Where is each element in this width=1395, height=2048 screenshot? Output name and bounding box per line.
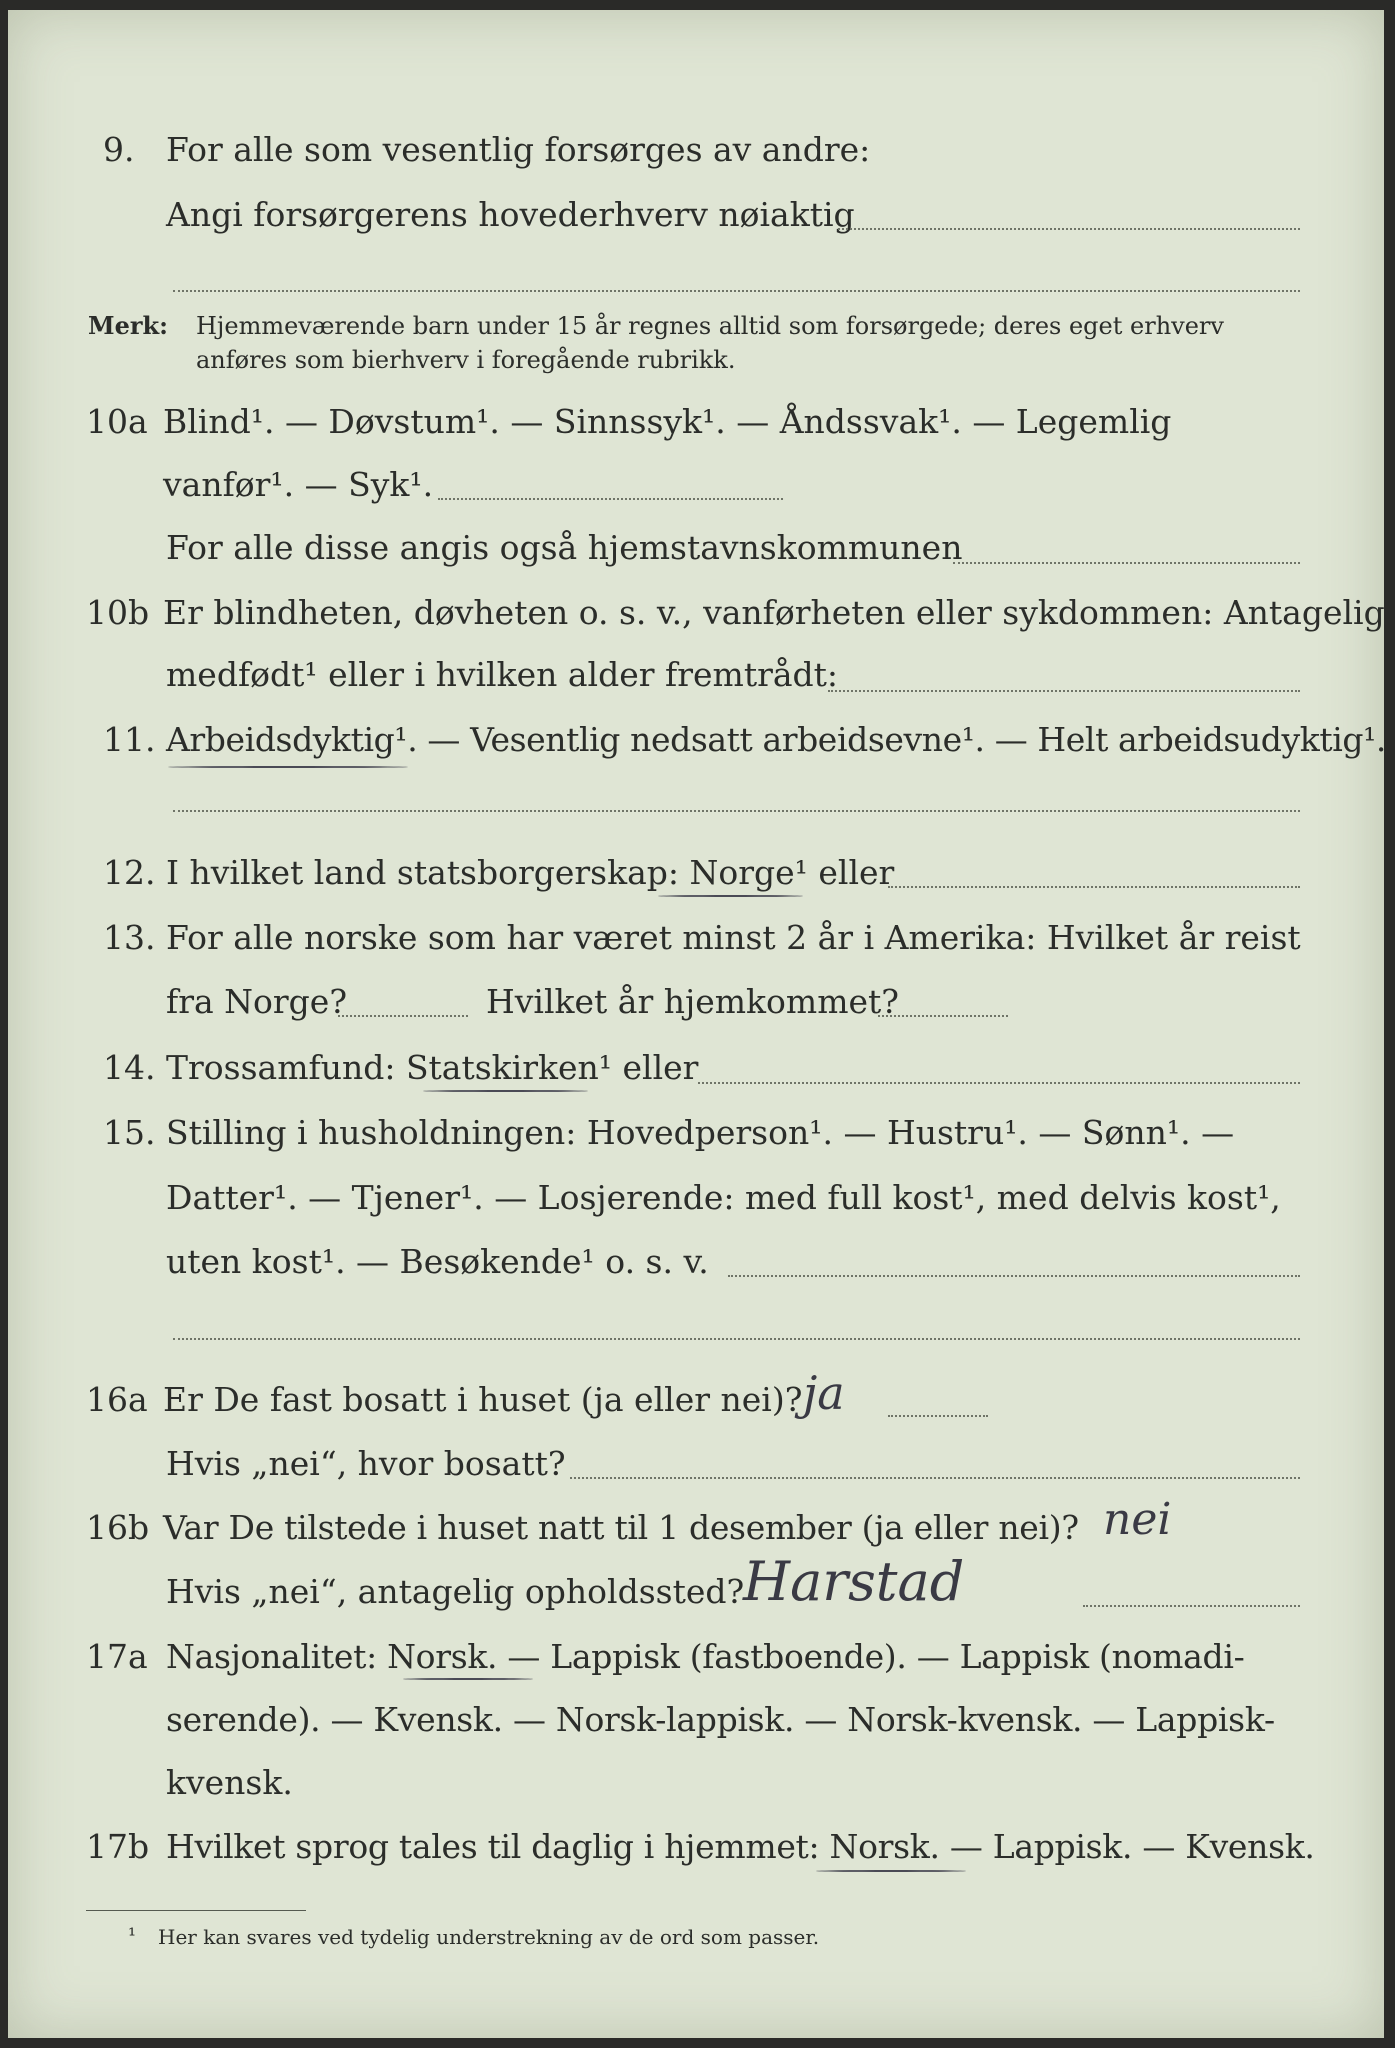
q16b-answer-handwritten[interactable]: nei — [1103, 1494, 1172, 1545]
merk-line2: anføres som bierhverv i foregående rubrikk. — [196, 346, 736, 374]
q13-line2: fra Norge? — [166, 982, 348, 1021]
q16a-fill[interactable] — [888, 1415, 988, 1417]
q10a-line1: Blind¹. — Døvstum¹. — Sinnssyk¹. — Åndssvak¹. — Legemlig — [163, 402, 1172, 441]
q17a-line1: Nasjonalitet: Norsk. — Lappisk (fastboende). — Lappisk (nomadi- — [166, 1637, 1245, 1676]
q16a-number: 16a — [86, 1380, 148, 1419]
census-form-page — [8, 10, 1387, 2038]
q13-line1: For alle norske som har været minst 2 år i Amerika: Hvilket år reist — [166, 918, 1301, 957]
q13-reist-fill[interactable] — [338, 1015, 468, 1017]
q15-line1: Stilling i husholdningen: Hovedperson¹. — Hustru¹. — Sønn¹. — — [166, 1113, 1235, 1152]
q9-fill-line[interactable] — [838, 228, 1300, 230]
q10a-line3: For alle disse angis også hjemstavnskommunen — [166, 528, 963, 567]
q15-fill-line[interactable] — [173, 1338, 1300, 1340]
q10a-line2: vanfør¹. — Syk¹. — [163, 465, 434, 504]
q15-line3: uten kost¹. — Besøkende¹ o. s. v. — [166, 1242, 709, 1281]
q17b-line1: Hvilket sprog tales til daglig i hjemmet: Norsk. — Lappisk. — Kvensk. — [166, 1827, 1315, 1866]
q16a-line2: Hvis „nei“, hvor bosatt? — [166, 1444, 566, 1483]
q17a-underline-mark — [403, 1678, 533, 1680]
q10a-kommune-fill[interactable] — [953, 562, 1300, 564]
q11-line1: Arbeidsdyktig¹. — Vesentlig nedsatt arbeidsevne¹. — Helt arbeidsudyktig¹. — [166, 720, 1387, 759]
q14-fill[interactable] — [698, 1082, 1300, 1084]
q9-line2: Angi forsørgerens hovederhverv nøiaktig — [166, 195, 855, 234]
footnote-text: Her kan svares ved tydelig understrekning av de ord som passer. — [158, 1925, 820, 1949]
q10a-syk-fill[interactable] — [438, 498, 783, 500]
q11-number: 11. — [103, 720, 156, 759]
q16b-line2: Hvis „nei“, antagelig opholdssted? — [166, 1572, 745, 1611]
q17b-underline-mark — [816, 1870, 966, 1872]
q14-line1: Trossamfund: Statskirken¹ eller — [166, 1048, 699, 1087]
footnote-divider — [86, 1910, 306, 1911]
q15-fill[interactable] — [728, 1275, 1300, 1277]
q9-fill-line-2[interactable] — [173, 290, 1300, 292]
q10b-number: 10b — [86, 593, 150, 632]
q17a-number: 17a — [86, 1637, 148, 1676]
q15-line2: Datter¹. — Tjener¹. — Losjerende: med full kost¹, med delvis kost¹, — [166, 1178, 1281, 1217]
q10a-number: 10a — [86, 402, 148, 441]
q10b-fill[interactable] — [828, 690, 1300, 692]
q10b-line1: Er blindheten, døvheten o. s. v., vanførheten eller sykdommen: Antagelig — [163, 593, 1385, 632]
q16b-line1: Var De tilstede i huset natt til 1 desember (ja eller nei)? — [163, 1508, 1079, 1547]
q15-number: 15. — [103, 1113, 156, 1152]
q12-fill[interactable] — [888, 886, 1300, 888]
footnote-mark: ¹ — [128, 1923, 137, 1947]
q14-underline-mark — [423, 1090, 588, 1092]
q10b-line2: medfødt¹ eller i hvilken alder fremtrådt: — [166, 655, 839, 694]
q9-number: 9. — [103, 130, 135, 169]
q11-fill-line[interactable] — [173, 810, 1300, 812]
q13-number: 13. — [103, 918, 156, 957]
q12-underline-mark — [658, 895, 803, 897]
q12-line1: I hvilket land statsborgerskap: Norge¹ eller — [166, 853, 895, 892]
q17a-line3: kvensk. — [166, 1763, 293, 1802]
q12-number: 12. — [103, 853, 156, 892]
q16b-place-fill[interactable] — [1083, 1605, 1300, 1607]
q17b-number: 17b — [86, 1827, 150, 1866]
q11-underline-mark — [168, 766, 408, 768]
q16a-bosatt-fill[interactable] — [570, 1477, 1300, 1479]
q9-line1: For alle som vesentlig forsørges av andre: — [166, 130, 871, 169]
q16a-line1: Er De fast bosatt i huset (ja eller nei)? — [163, 1380, 803, 1419]
merk-line1: Hjemmeværende barn under 15 år regnes alltid som forsørgede; deres eget erhverv — [196, 312, 1224, 340]
q17a-line2: serende). — Kvensk. — Norsk-lappisk. — Norsk-kvensk. — Lappisk- — [166, 1700, 1275, 1739]
q13-line2b: Hvilket år hjemkommet? — [486, 982, 899, 1021]
merk-label: Merk: — [88, 311, 168, 340]
q13-hjem-fill[interactable] — [878, 1015, 1008, 1017]
q14-number: 14. — [103, 1048, 156, 1087]
q16b-place-handwritten[interactable]: Harstad — [743, 1550, 965, 1613]
q16b-number: 16b — [86, 1508, 150, 1547]
q16a-answer-handwritten[interactable]: ja — [803, 1366, 845, 1420]
